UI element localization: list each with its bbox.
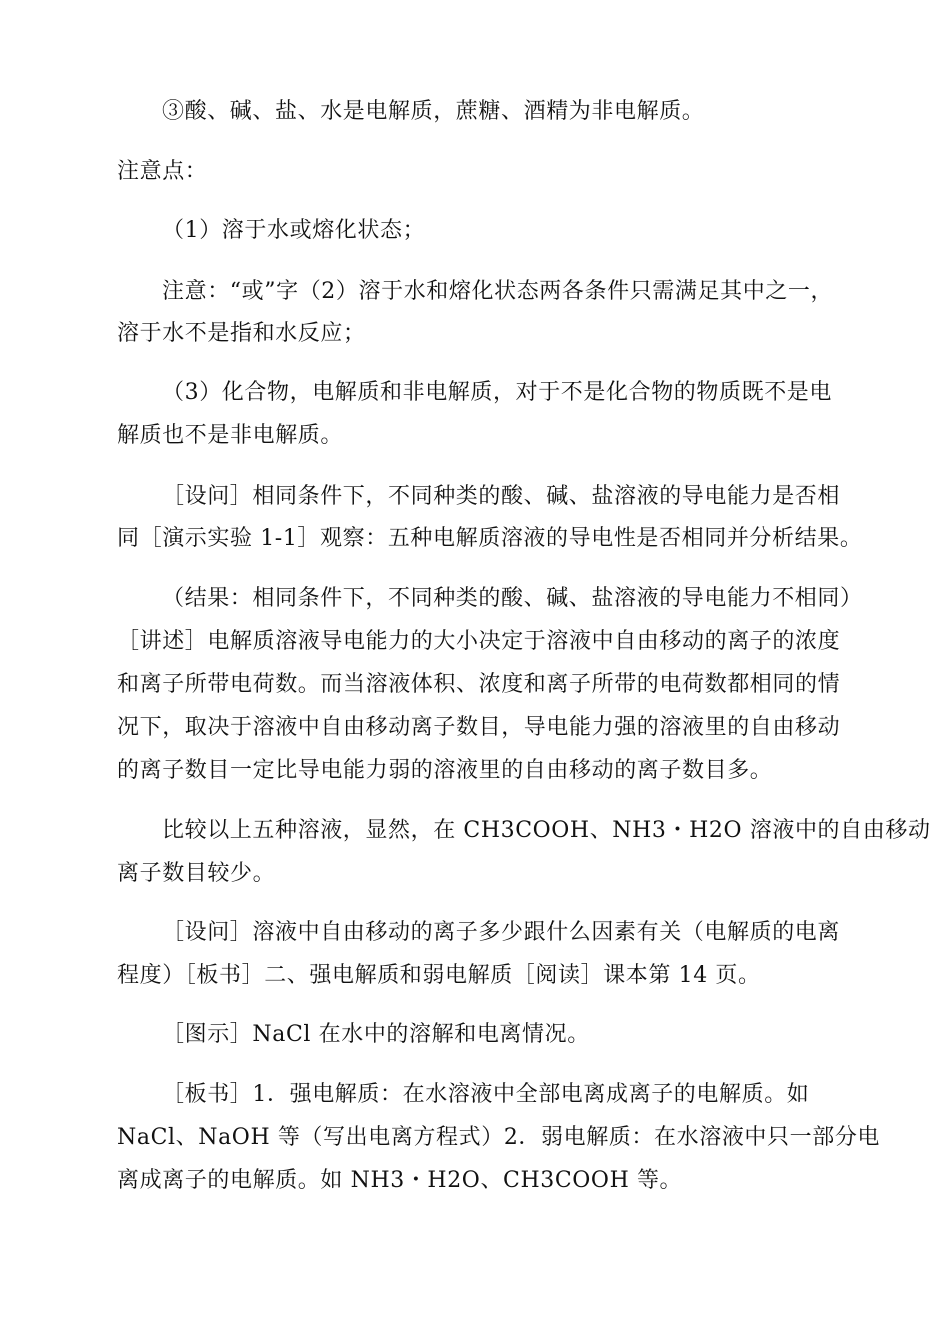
text-line: 注意点：: [117, 159, 208, 184]
text-line: 程度）［板书］二、强电解质和弱电解质［阅读］课本第 14 页。: [117, 963, 761, 988]
text-line: 同［演示实验 1-1］观察：五种电解质溶液的导电性是否相同并分析结果。: [117, 526, 863, 551]
text-line: 和离子所带电荷数。而当溶液体积、浓度和离子所带的电荷数都相同的情: [117, 672, 841, 697]
text-line: ［讲述］电解质溶液导电能力的大小决定于溶液中自由移动的离子的浓度: [117, 629, 841, 654]
text-line: 注意：“或”字（2）溶于水和熔化状态两各条件只需满足其中之一，: [162, 279, 834, 304]
text-line: ［设问］相同条件下，不同种类的酸、碱、盐溶液的导电能力是否相: [162, 484, 841, 509]
text-line: ［图示］NaCl 在水中的溶解和电离情况。: [162, 1022, 590, 1047]
text-line: ③酸、碱、盐、水是电解质，蔗糖、酒精为非电解质。: [162, 99, 705, 124]
text-line: 解质也不是非电解质。: [117, 423, 344, 448]
text-line: NaCl、NaOH 等（写出电离方程式）2．弱电解质：在水溶液中只一部分电: [117, 1125, 881, 1150]
text-line: 离成离子的电解质。如 NH3・H2O、CH3COOH 等。: [117, 1168, 683, 1193]
text-line: （3）化合物，电解质和非电解质，对于不是化合物的物质既不是电: [162, 380, 832, 405]
text-line: （1）溶于水或熔化状态；: [162, 218, 426, 243]
text-line: ［板书］1．强电解质：在水溶液中全部电离成离子的电解质。如: [162, 1082, 810, 1107]
text-line: 比较以上五种溶液，显然，在 CH3COOH、NH3・H2O 溶液中的自由移动: [162, 818, 931, 843]
text-line: 况下，取决于溶液中自由移动离子数目，导电能力强的溶液里的自由移动: [117, 715, 841, 740]
text-line: 离子数目较少。: [117, 861, 276, 886]
text-line: 的离子数目一定比导电能力弱的溶液里的自由移动的离子数目多。: [117, 758, 773, 783]
text-line: ［设问］溶液中自由移动的离子多少跟什么因素有关（电解质的电离: [162, 920, 841, 945]
text-line: 溶于水不是指和水反应；: [117, 321, 366, 346]
text-line: （结果：相同条件下，不同种类的酸、碱、盐溶液的导电能力不相同）: [162, 586, 863, 611]
